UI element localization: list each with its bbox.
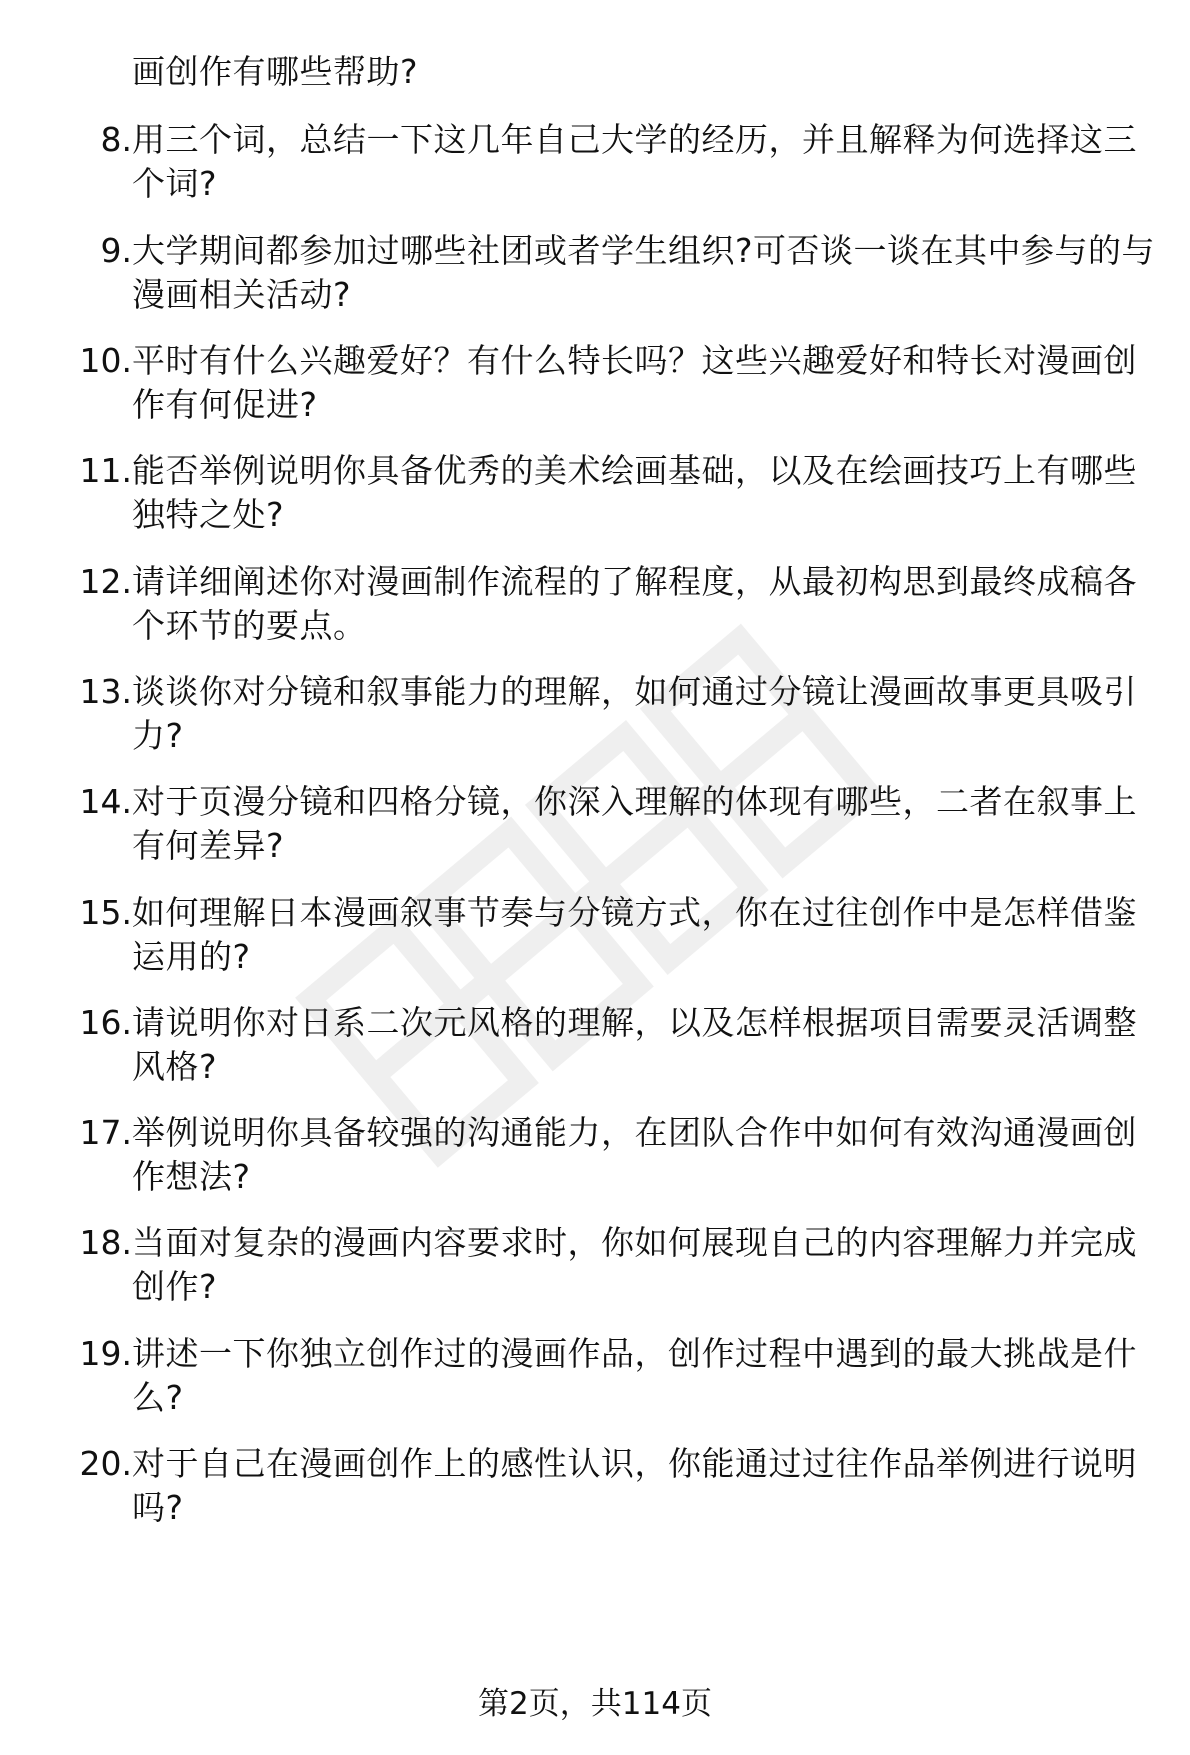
question-number: 11. [79, 451, 132, 490]
question-item [0, 339, 1190, 429]
question-item [0, 118, 1190, 208]
question-text: 对于自己在漫画创作上的感性认识，你能通过过往作品举例进行说明吗? [132, 1444, 1137, 1527]
question-text: 大学期间都参加过哪些社团或者学生组织?可否谈一谈在其中参与的与漫画相关活动? [132, 231, 1156, 314]
question-text: 如何理解日本漫画叙事节奏与分镜方式，你在过往创作中是怎样借鉴运用的? [132, 893, 1137, 976]
question-item [0, 670, 1190, 760]
question-item [0, 1221, 1190, 1311]
question-number: 16. [79, 1003, 132, 1042]
question-item [0, 1111, 1190, 1201]
question-item [0, 1442, 1190, 1532]
question-text: 平时有什么兴趣爱好？有什么特长吗？这些兴趣爱好和特长对漫画创作有何促进? [132, 341, 1137, 424]
question-number: 9. [100, 231, 132, 270]
question-text: 讲述一下你独立创作过的漫画作品，创作过程中遇到的最大挑战是什么? [132, 1334, 1137, 1417]
question-text: 能否举例说明你具备优秀的美术绘画基础，以及在绘画技巧上有哪些独特之处? [132, 451, 1137, 534]
question-number: 19. [79, 1334, 132, 1373]
page-footer: 第2页，共114页 [478, 1686, 712, 1722]
question-number: 10. [79, 341, 132, 380]
question-text: 当面对复杂的漫画内容要求时，你如何展现自己的内容理解力并完成创作? [132, 1223, 1137, 1306]
question-item [0, 560, 1190, 650]
question-text: 请说明你对日系二次元风格的理解，以及怎样根据项目需要灵活调整风格? [132, 1003, 1137, 1086]
question-item [0, 780, 1190, 870]
question-number: 13. [79, 672, 132, 711]
question-number: 8. [100, 120, 132, 159]
question-number: 14. [79, 782, 132, 821]
question-item [0, 1332, 1190, 1422]
question-item [0, 449, 1190, 539]
question-item [0, 891, 1190, 981]
question-item [0, 1001, 1190, 1091]
question-item [0, 229, 1190, 319]
question-text: 请详细阐述你对漫画制作流程的了解程度，从最初构思到最终成稿各个环节的要点。 [132, 562, 1137, 645]
question-text: 对于页漫分镜和四格分镜，你深入理解的体现有哪些，二者在叙事上有何差异? [132, 782, 1137, 865]
question-text: 举例说明你具备较强的沟通能力，在团队合作中如何有效沟通漫画创作想法? [132, 1113, 1137, 1196]
question-continuation-text: 画创作有哪些帮助? [132, 52, 419, 91]
question-number: 17. [79, 1113, 132, 1152]
question-number: 18. [79, 1223, 132, 1262]
question-number: 15. [79, 893, 132, 932]
question-number: 20. [79, 1444, 132, 1483]
question-number: 12. [79, 562, 132, 601]
question-text: 谈谈你对分镜和叙事能力的理解，如何通过分镜让漫画故事更具吸引力? [132, 672, 1137, 755]
question-text: 用三个词，总结一下这几年自己大学的经历，并且解释为何选择这三个词? [132, 120, 1137, 203]
